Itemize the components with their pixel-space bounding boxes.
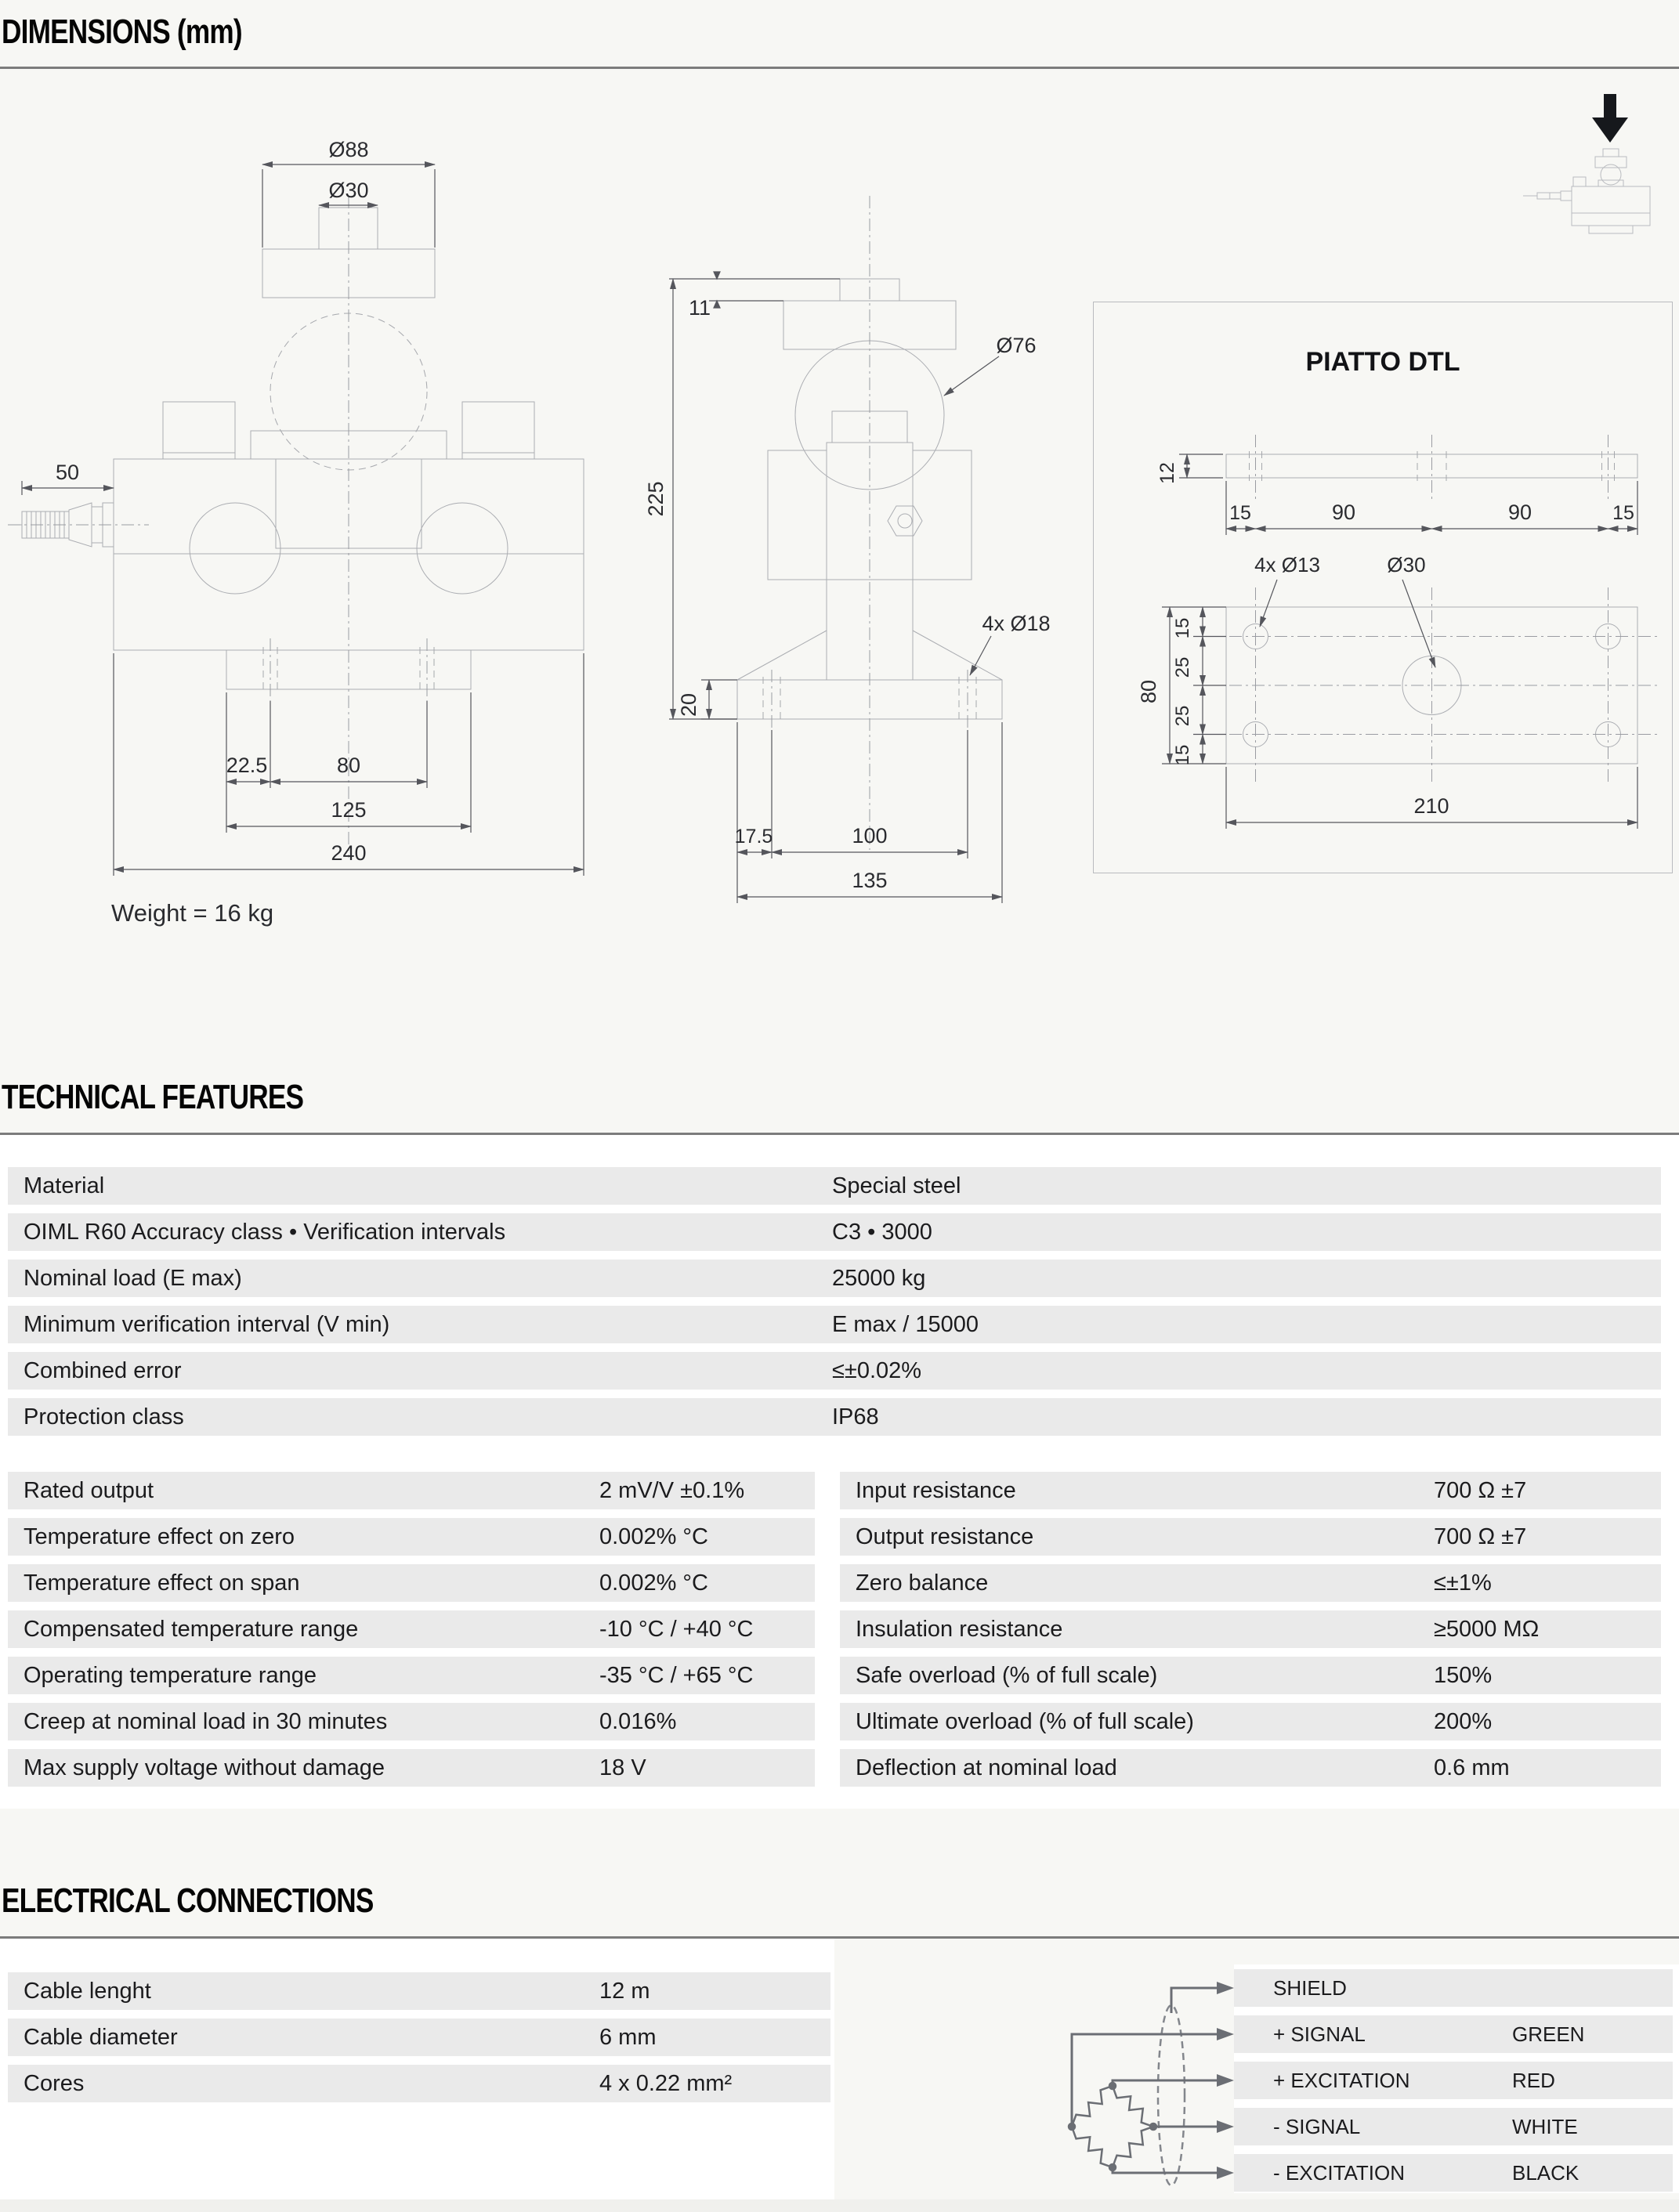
feature-value: ≥5000 MΩ [1434, 1617, 1540, 1642]
dim-label-80: 80 [336, 754, 361, 777]
side-view-dim-lines [669, 272, 1002, 903]
dimensions-title-text: DIMENSIONS (mm) [2, 13, 242, 51]
wiring-arrowheads [1217, 1982, 1234, 2179]
weight-note: Weight = 16 kg [111, 899, 274, 927]
dim-label-90-left: 90 [1331, 501, 1356, 524]
feature-label: Max supply voltage without damage [24, 1755, 385, 1780]
feature-label: Compensated temperature range [24, 1617, 359, 1642]
technical-features-title-text: TECHNICAL FEATURES [2, 1078, 304, 1116]
electrical-connections-title-text: ELECTRICAL CONNECTIONS [2, 1881, 374, 1920]
table-row [8, 1167, 1661, 1205]
table-row [8, 1749, 815, 1787]
table-row [8, 1657, 815, 1694]
cable-label: Cores [24, 2071, 85, 2096]
dim-label-15-right: 15 [1612, 502, 1634, 524]
dim-label-11: 11 [688, 296, 711, 320]
piatto-side-centerlines [1250, 435, 1615, 499]
piatto-top-dims [1162, 580, 1637, 829]
table-row [8, 1518, 815, 1556]
feature-value: 700 Ω ±7 [1434, 1524, 1527, 1549]
feature-label: Insulation resistance [856, 1617, 1063, 1642]
wiring-color: RED [1512, 2069, 1555, 2092]
feature-label: Combined error [24, 1358, 182, 1383]
cable-shield-ellipse [1158, 2005, 1185, 2185]
piatto-dtl-panel [1093, 302, 1673, 873]
cable-value: 6 mm [599, 2025, 657, 2050]
wiring-diagram [838, 1943, 1234, 2193]
feature-label: Nominal load (E max) [24, 1266, 242, 1291]
dim-label-v15-top: 15 [1172, 617, 1193, 639]
dim-label-4xd18: 4x Ø18 [982, 612, 1051, 635]
feature-value: 150% [1434, 1663, 1493, 1688]
table-row [8, 1972, 830, 2010]
dim-label-piatto-d30: Ø30 [1387, 553, 1426, 576]
dim-label-125: 125 [331, 798, 367, 822]
feature-label: Ultimate overload (% of full scale) [856, 1709, 1194, 1734]
cable-label: Cable diameter [24, 2025, 178, 2050]
dim-label-v15-bottom: 15 [1172, 744, 1193, 766]
table-row [8, 2019, 830, 2056]
dim-label-d88: Ø88 [328, 138, 369, 161]
cable-label: Cable lenght [24, 1979, 151, 2004]
table-row [8, 1472, 815, 1509]
dim-label-50: 50 [55, 461, 80, 484]
table-row [840, 1749, 1661, 1787]
table-row [8, 1564, 815, 1602]
dim-label-d76: Ø76 [996, 334, 1037, 357]
feature-label: Operating temperature range [24, 1663, 317, 1688]
dimensions-section-title [2, 13, 302, 52]
wiring-label: - EXCITATION [1273, 2161, 1406, 2185]
feature-value: 200% [1434, 1709, 1493, 1734]
feature-value: ≤±0.02% [832, 1358, 922, 1383]
side-view-drawing [635, 78, 1089, 909]
load-direction-pictogram [1489, 94, 1679, 262]
wiring-color: WHITE [1512, 2115, 1578, 2138]
cable-value: 4 x 0.22 mm² [599, 2071, 733, 2096]
table-row [8, 1703, 815, 1740]
table-row [8, 2065, 830, 2102]
electrical-connections-section-title [2, 1881, 466, 1921]
dim-label-v25-top: 25 [1172, 656, 1193, 678]
feature-label: OIML R60 Accuracy class • Verification intervals [24, 1220, 506, 1245]
table-row [8, 1610, 815, 1648]
wiring-wires [1072, 1988, 1217, 2173]
feature-label: Input resistance [856, 1478, 1016, 1503]
wiring-label: SHIELD [1273, 1976, 1347, 2000]
dim-label-90-right: 90 [1507, 501, 1532, 524]
dim-label-v25-bottom: 25 [1172, 705, 1193, 727]
feature-label: Temperature effect on zero [24, 1524, 295, 1549]
table-row [8, 1352, 1661, 1390]
table-row [840, 1564, 1661, 1602]
dim-label-4xd13: 4x Ø13 [1254, 553, 1320, 576]
front-view-centerlines [8, 196, 434, 858]
piatto-title: PIATTO DTL [1305, 347, 1460, 377]
feature-value: -35 °C / +65 °C [599, 1663, 754, 1688]
table-row [8, 1398, 1661, 1436]
wheatstone-bridge [1069, 2083, 1156, 2170]
dim-label-100: 100 [852, 824, 888, 848]
feature-value: 18 V [599, 1755, 646, 1780]
feature-value: IP68 [832, 1404, 879, 1429]
side-view-centerlines [763, 196, 976, 850]
feature-label: Rated output [24, 1478, 154, 1503]
dim-label-d30: Ø30 [328, 179, 369, 202]
feature-value: 0.6 mm [1434, 1755, 1510, 1780]
feature-label: Temperature effect on span [24, 1570, 300, 1596]
feature-value: 0.002% °C [599, 1524, 708, 1549]
wiring-label: - SIGNAL [1273, 2115, 1361, 2138]
dimensions-rule [0, 67, 1679, 69]
table-row [840, 1657, 1661, 1694]
piatto-panel-border [1094, 302, 1673, 873]
feature-value: 25000 kg [832, 1266, 926, 1291]
feature-value: 0.016% [599, 1709, 677, 1734]
feature-label: Safe overload (% of full scale) [856, 1663, 1158, 1688]
wiring-color: GREEN [1512, 2022, 1585, 2046]
feature-value: E max / 15000 [832, 1312, 979, 1337]
wiring-row [1234, 2108, 1673, 2145]
feature-value: ≤±1% [1434, 1570, 1492, 1596]
feature-label: Zero balance [856, 1570, 989, 1596]
dim-label-12: 12 [1156, 462, 1178, 484]
mini-loadcell-sketch [1523, 149, 1650, 233]
dim-label-22-5: 22.5 [226, 754, 268, 777]
dim-label-20: 20 [677, 692, 700, 717]
table-row [8, 1306, 1661, 1343]
feature-label: Output resistance [856, 1524, 1034, 1549]
feature-label: Deflection at nominal load [856, 1755, 1117, 1780]
dim-label-240: 240 [331, 841, 367, 865]
dim-label-v80: 80 [1137, 679, 1160, 704]
feature-label: Protection class [24, 1404, 184, 1429]
feature-label: Material [24, 1173, 105, 1198]
wiring-row [1234, 2015, 1673, 2053]
dim-label-15-left: 15 [1229, 502, 1251, 524]
table-row [8, 1213, 1661, 1251]
wiring-row [1234, 1969, 1673, 2007]
front-view-geometry [8, 208, 584, 689]
wiring-label: + SIGNAL [1273, 2022, 1366, 2046]
feature-label: Minimum verification interval (V min) [24, 1312, 390, 1337]
dim-label-210: 210 [1413, 794, 1449, 818]
feature-value: 700 Ω ±7 [1434, 1478, 1527, 1503]
wiring-row [1234, 2062, 1673, 2099]
front-view-drawing [8, 78, 627, 909]
feature-value: Special steel [832, 1173, 961, 1198]
feature-value: 0.002% °C [599, 1570, 708, 1596]
dim-label-225: 225 [644, 481, 668, 517]
table-row [840, 1610, 1661, 1648]
feature-label: Creep at nominal load in 30 minutes [24, 1709, 388, 1734]
table-row [840, 1472, 1661, 1509]
table-row [840, 1518, 1661, 1556]
feature-value: -10 °C / +40 °C [599, 1617, 754, 1642]
front-view-dim-lines [22, 164, 584, 876]
dim-label-135: 135 [852, 869, 888, 892]
bottom-band [0, 2199, 1679, 2212]
feature-value: C3 • 3000 [832, 1220, 932, 1245]
dim-label-17-5: 17.5 [734, 826, 773, 848]
piatto-top-centerlines [1207, 587, 1657, 783]
table-row [840, 1703, 1661, 1740]
wiring-row [1234, 2154, 1673, 2192]
feature-value: 2 mV/V ±0.1% [599, 1478, 745, 1503]
table-row [8, 1260, 1661, 1297]
technical-features-section-title [2, 1078, 379, 1117]
cable-value: 12 m [599, 1979, 650, 2004]
wiring-label: + EXCITATION [1273, 2069, 1410, 2092]
load-arrow-icon [1592, 94, 1628, 143]
wiring-color: BLACK [1512, 2161, 1579, 2185]
